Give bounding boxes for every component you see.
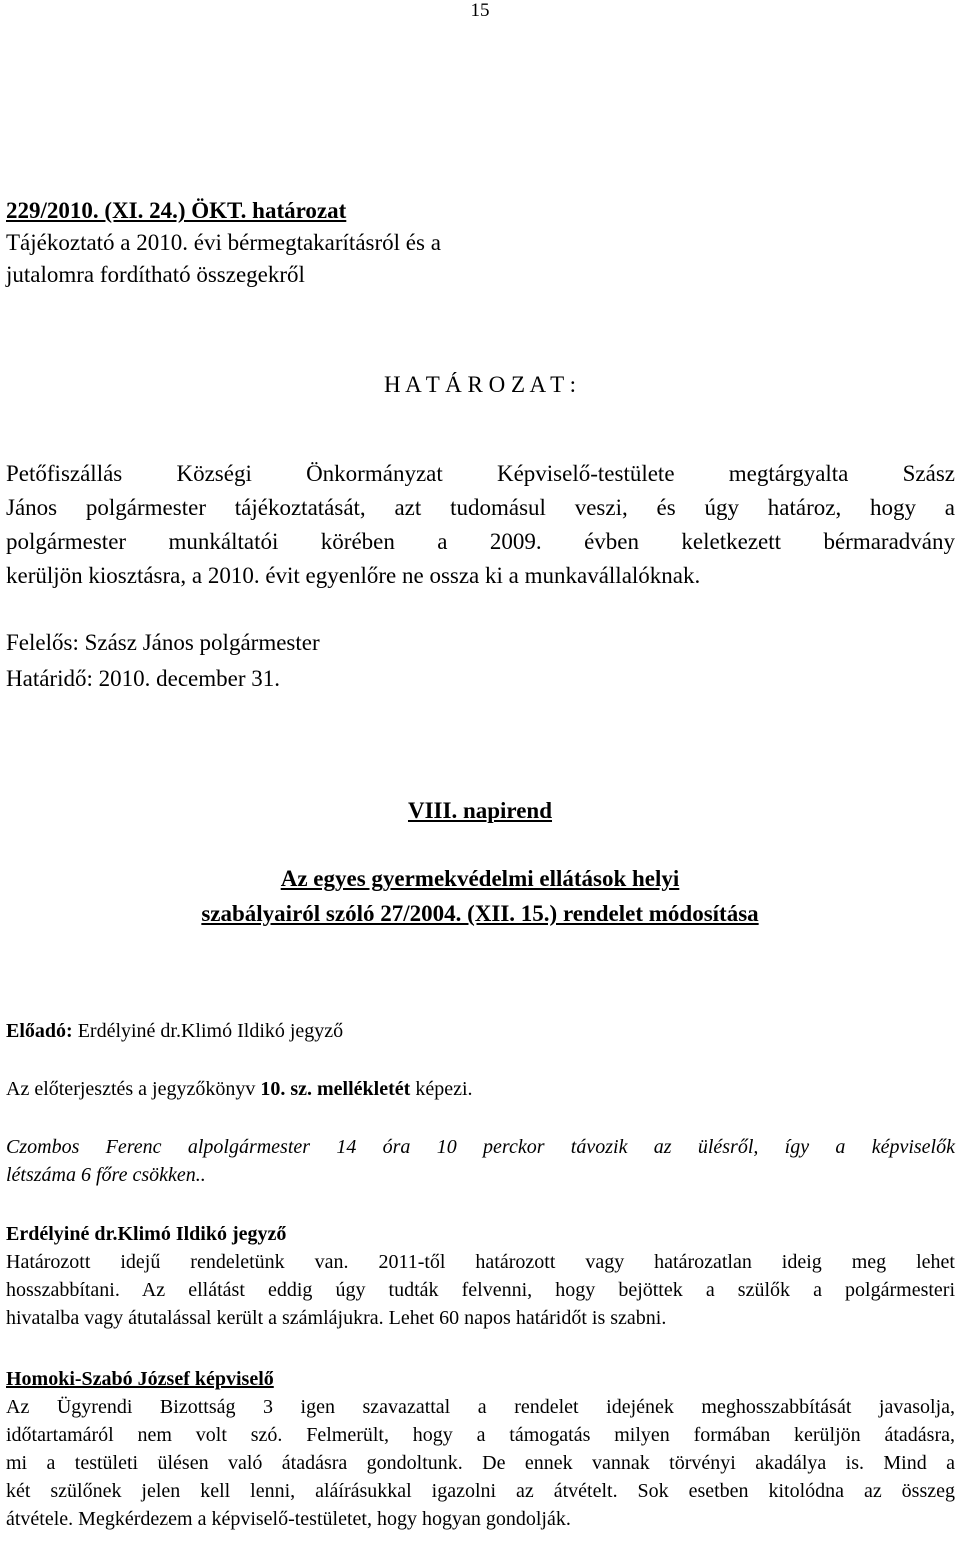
speech-line: mi a testületi ülésen való átadásra gondoltunk. De ennek vannak törvényi akadálya is. Mind a xyxy=(6,1452,955,1474)
page-number: 15 xyxy=(470,0,490,21)
speech-line: hosszabbítani. Az ellátást eddig úgy tudták felvenni, hogy bejöttek a szülők a polgármesteri xyxy=(6,1279,955,1301)
speech-notary xyxy=(6,1220,955,1332)
attachment-prefix: Az előterjesztés a jegyzőkönyv xyxy=(6,1078,256,1100)
note-line: létszáma 6 főre csökken.. xyxy=(6,1164,206,1186)
speech-line: időtartamáról nem volt szó. Felmerült, hogy a támogatás milyen formában kerüljön átadásra, xyxy=(6,1424,955,1446)
decision-body-line: János polgármester tájékoztatását, azt tudomásul veszi, és úgy határoz, hogy a xyxy=(6,495,955,520)
decision-footer xyxy=(6,625,955,697)
speech-line: Az Ügyrendi Bizottság 3 igen szavazattal a rendelet idejének meghosszabbítását javasolja, xyxy=(6,1396,955,1418)
speaker-name: Erdélyiné dr.Klimó Ildikó jegyző xyxy=(6,1223,287,1245)
note-line: Czombos Ferenc alpolgármester 14 óra 10 perckor távozik az ülésről, így a képviselők xyxy=(6,1136,955,1158)
decision-title: 229/2010. (XI. 24.) ÖKT. határozat xyxy=(6,198,347,223)
agenda-title-line1: Az egyes gyermekvédelmi ellátások helyi xyxy=(280,866,680,891)
speech-line: két szülőnek jelen kell lenni, aláírásukkal igazolni az átvételt. Sok esetben kitolódna az összeg xyxy=(6,1480,955,1502)
speech-representative xyxy=(6,1365,955,1533)
presenter-label: Előadó: xyxy=(6,1020,73,1042)
agenda-number: VIII. napirend xyxy=(407,798,553,823)
agenda-title-line2: szabályairól szóló 27/2004. (XII. 15.) rendelet módosítása xyxy=(201,901,759,926)
presenter-name: Erdélyiné dr.Klimó Ildikó jegyző xyxy=(77,1020,344,1042)
attachment-ref: 10. sz. mellékletét xyxy=(260,1078,411,1100)
decision-body xyxy=(6,457,955,593)
speech-line: hivatalba vagy átutalással került a számlájukra. Lehet 60 napos határidőt is szabni. xyxy=(6,1307,667,1329)
deadline: Határidő: 2010. december 31. xyxy=(6,666,280,691)
decision-header xyxy=(6,195,955,291)
speaker-name: Homoki-Szabó József képviselő xyxy=(6,1368,274,1390)
decision-subtitle-line2: jutalomra fordítható összegekről xyxy=(6,262,305,287)
departure-note xyxy=(6,1133,955,1189)
attachment-note xyxy=(6,1075,955,1103)
presenter xyxy=(6,1017,955,1045)
decision-heading: H A T Á R O Z A T : xyxy=(384,372,576,397)
attachment-suffix: képezi. xyxy=(415,1078,473,1100)
decision-body-line: Petőfiszállás Községi Önkormányzat Képviselő-testülete megtárgyalta Szász xyxy=(6,461,955,486)
speech-line: átvétele. Megkérdezem a képviselő-testületet, hogy hogyan gondolják. xyxy=(6,1508,571,1530)
decision-body-line: polgármester munkáltatói körében a 2009. évben keletkezett bérmaradvány xyxy=(6,529,955,554)
responsible-person: Felelős: Szász János polgármester xyxy=(6,630,320,655)
decision-body-line: kerüljön kiosztásra, a 2010. évit egyenlőre ne ossza ki a munkavállalóknak. xyxy=(6,563,701,588)
decision-subtitle-line1: Tájékoztató a 2010. évi bérmegtakarításról és a xyxy=(6,230,441,255)
speech-line: Határozott idejű rendeletünk van. 2011-től határozott vagy határozatlan ideig meg lehet xyxy=(6,1251,955,1273)
